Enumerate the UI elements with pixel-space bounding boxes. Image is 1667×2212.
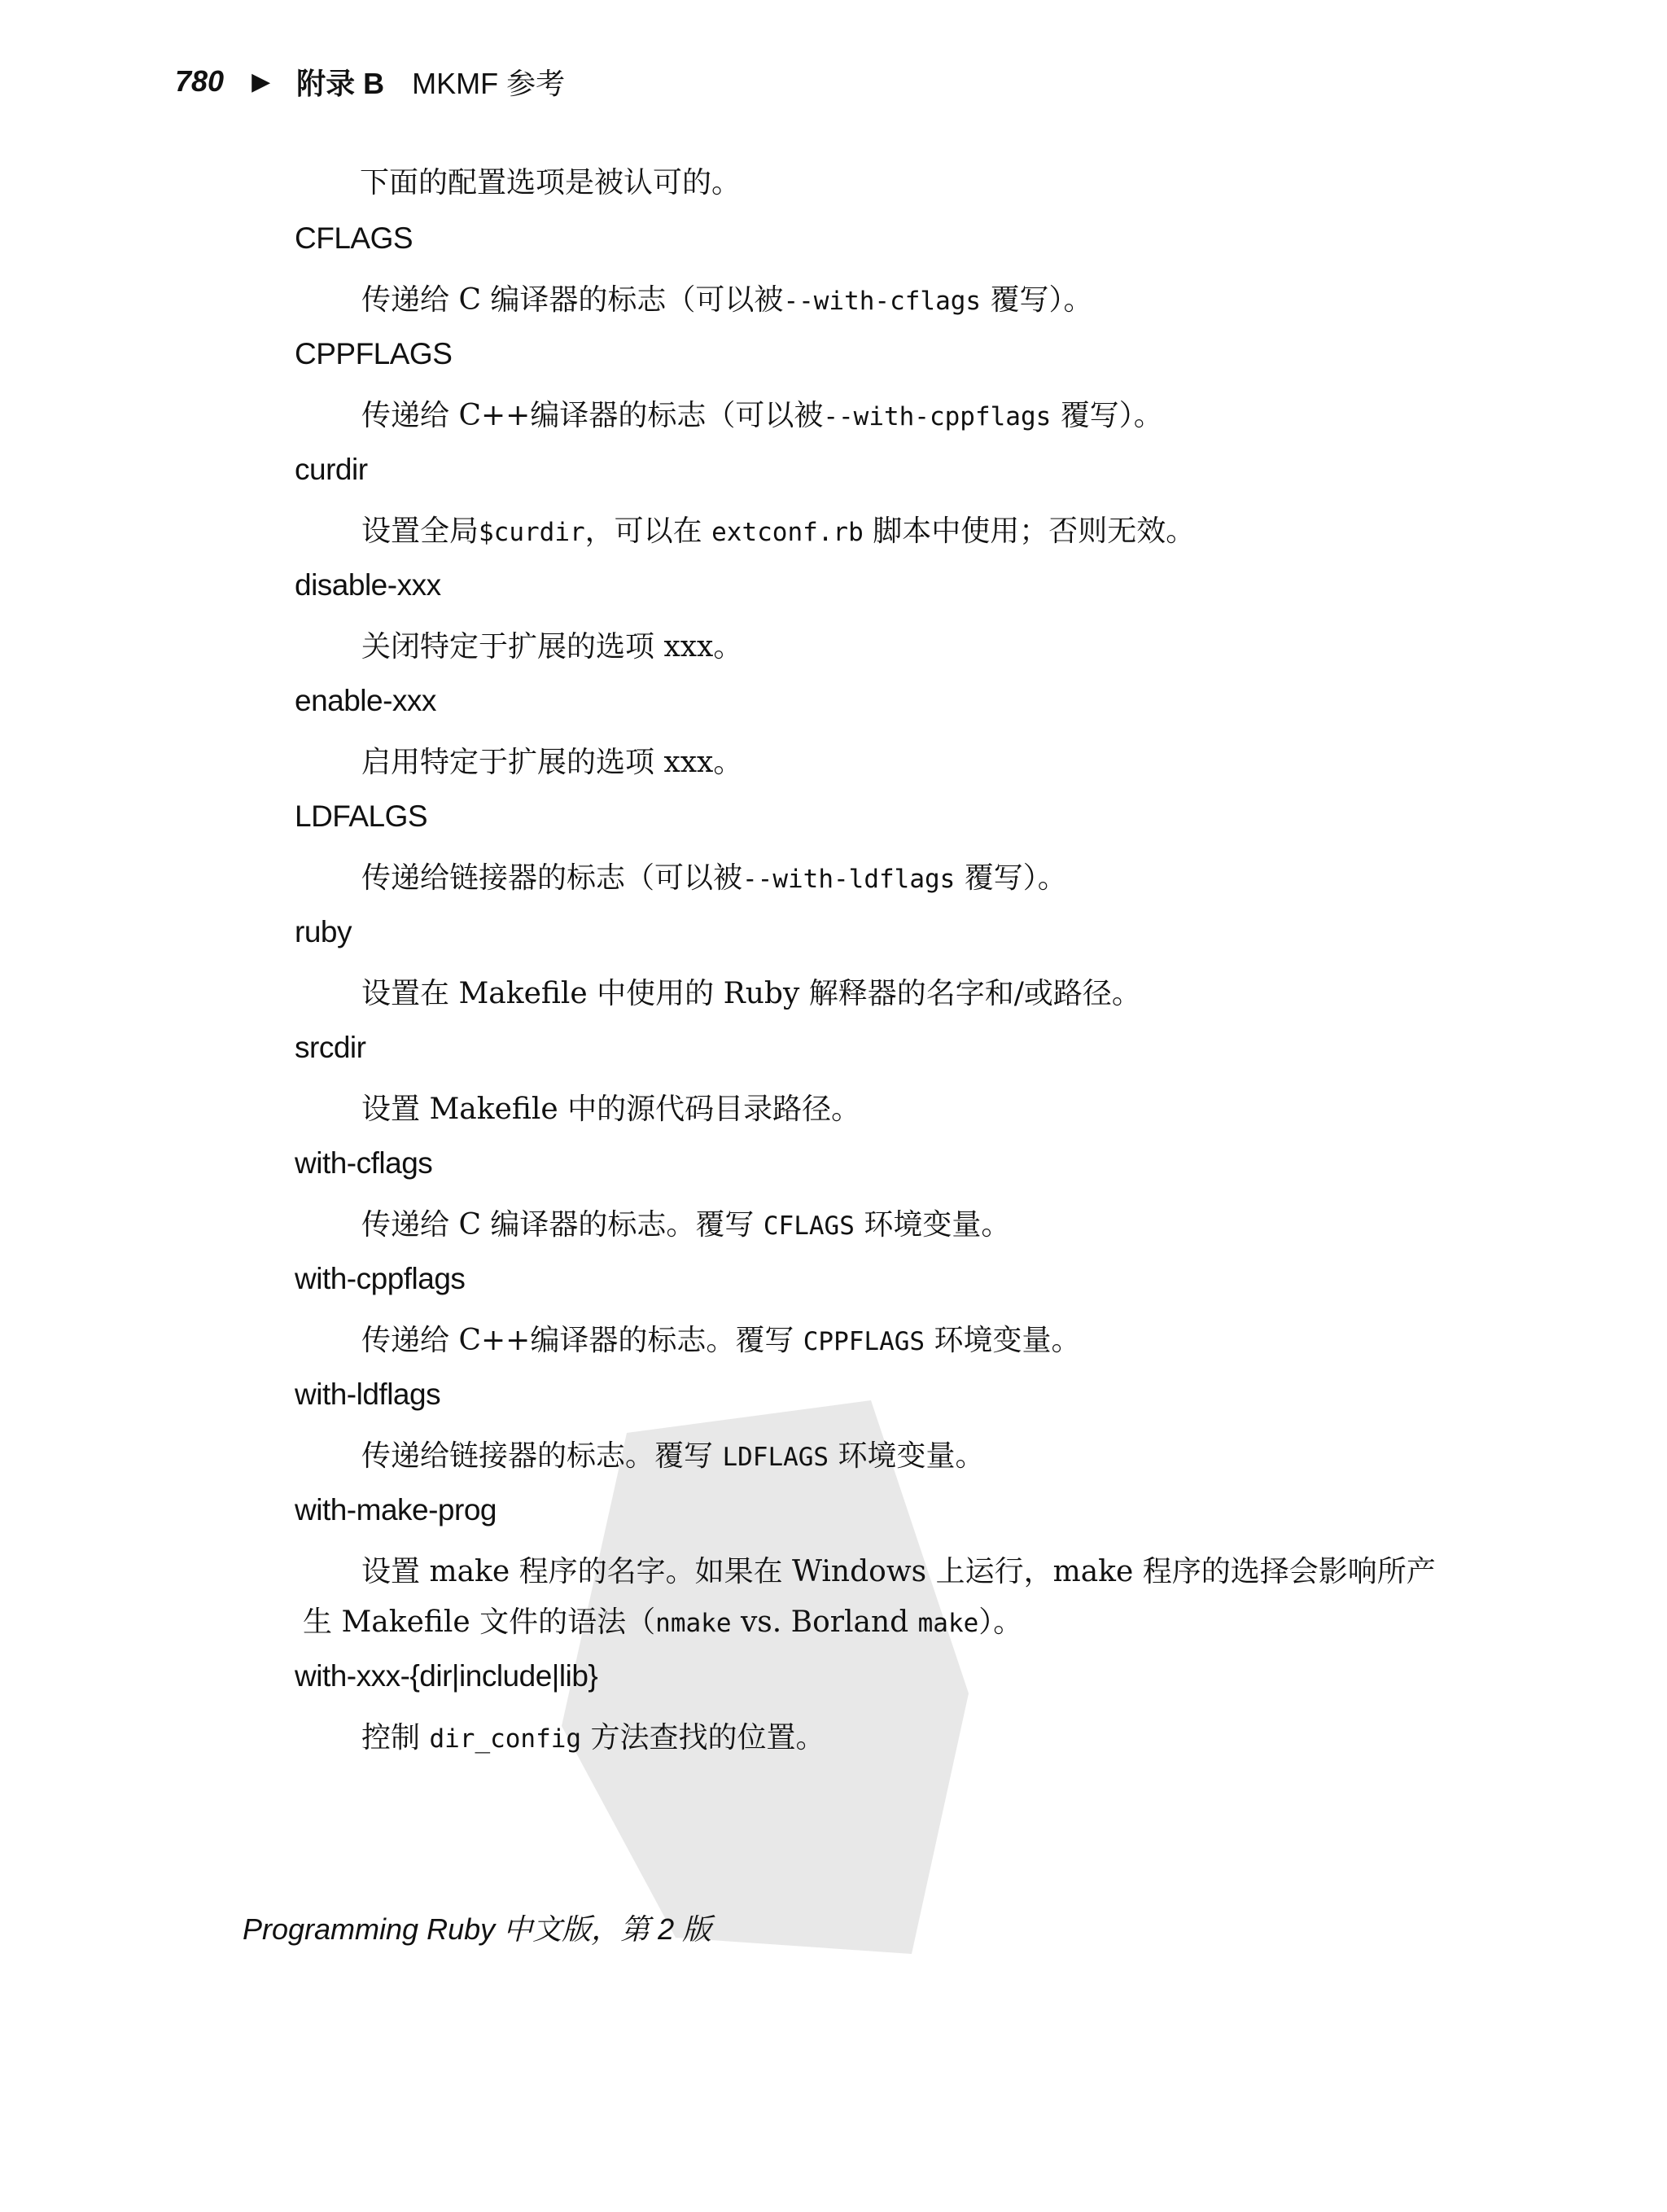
running-head bbox=[175, 57, 565, 106]
entry-desc-srcdir: 设置 Makefile 中的源代码目录路径。 bbox=[361, 1093, 861, 1126]
entry-desc-ruby: 设置在 Makefile 中使用的 Ruby 解释器的名字和/或路径。 bbox=[361, 977, 1141, 1010]
intro-text: 下面的配置选项是被认可的。 bbox=[360, 166, 742, 199]
book-footer: Programming Ruby 中文版，第 2 版 bbox=[243, 1912, 712, 1946]
arrow-icon: ▶ bbox=[252, 68, 271, 95]
entry-desc-ldfalgs: 传递给链接器的标志（可以被--with-ldflags 覆写）。 bbox=[361, 861, 1067, 895]
entry-term-with-xxx: with-xxx-{dir|include|lib} bbox=[295, 1659, 598, 1693]
chapter-title: MKMF 参考 bbox=[412, 66, 566, 100]
entry-desc-with-xxx: 控制 dir_config 方法查找的位置。 bbox=[361, 1721, 825, 1754]
entry-term-cppflags: CPPFLAGS bbox=[295, 337, 453, 370]
entry-desc-with-make-prog-line1: 设置 make 程序的名字。如果在 Windows 上运行，make 程序的选择会影响所产 bbox=[361, 1555, 1436, 1588]
entry-term-with-cppflags: with-cppflags bbox=[295, 1262, 466, 1295]
entry-term-with-cflags: with-cflags bbox=[295, 1146, 433, 1180]
entry-desc-cppflags: 传递给 C++编译器的标志（可以被--with-cppflags 覆写）。 bbox=[361, 399, 1163, 432]
appendix-label: 附录 B bbox=[296, 66, 385, 100]
entry-desc-enable-xxx: 启用特定于扩展的选项 xxx。 bbox=[361, 746, 743, 779]
entry-desc-disable-xxx: 关闭特定于扩展的选项 xxx。 bbox=[361, 630, 743, 664]
entry-desc-with-ldflags: 传递给链接器的标志。覆写 LDFLAGS 环境变量。 bbox=[361, 1439, 985, 1473]
entry-desc-with-cflags: 传递给 C 编译器的标志。覆写 CFLAGS 环境变量。 bbox=[361, 1208, 1011, 1242]
entry-desc-with-make-prog-line2: 生 Makefile 文件的语法（nmake vs. Borland make）。 bbox=[303, 1605, 1023, 1639]
entry-term-with-ldflags: with-ldflags bbox=[295, 1378, 441, 1411]
entry-term-cflags: CFLAGS bbox=[295, 221, 413, 255]
entry-desc-curdir: 设置全局$curdir，可以在 extconf.rb 脚本中使用；否则无效。 bbox=[361, 515, 1196, 548]
entry-term-enable-xxx: enable-xxx bbox=[295, 684, 436, 717]
page-number: 780 bbox=[175, 64, 225, 98]
entry-desc-with-cppflags: 传递给 C++编译器的标志。覆写 CPPFLAGS 环境变量。 bbox=[361, 1324, 1081, 1357]
entry-term-ldfalgs: LDFALGS bbox=[295, 799, 428, 833]
entry-desc-cflags: 传递给 C 编译器的标志（可以被--with-cflags 覆写）。 bbox=[361, 283, 1093, 317]
entry-term-disable-xxx: disable-xxx bbox=[295, 568, 441, 602]
entry-term-with-make-prog: with-make-prog bbox=[295, 1493, 497, 1526]
entry-term-curdir: curdir bbox=[295, 453, 368, 486]
entry-term-srcdir: srcdir bbox=[295, 1031, 366, 1064]
entry-term-ruby: ruby bbox=[295, 915, 352, 948]
